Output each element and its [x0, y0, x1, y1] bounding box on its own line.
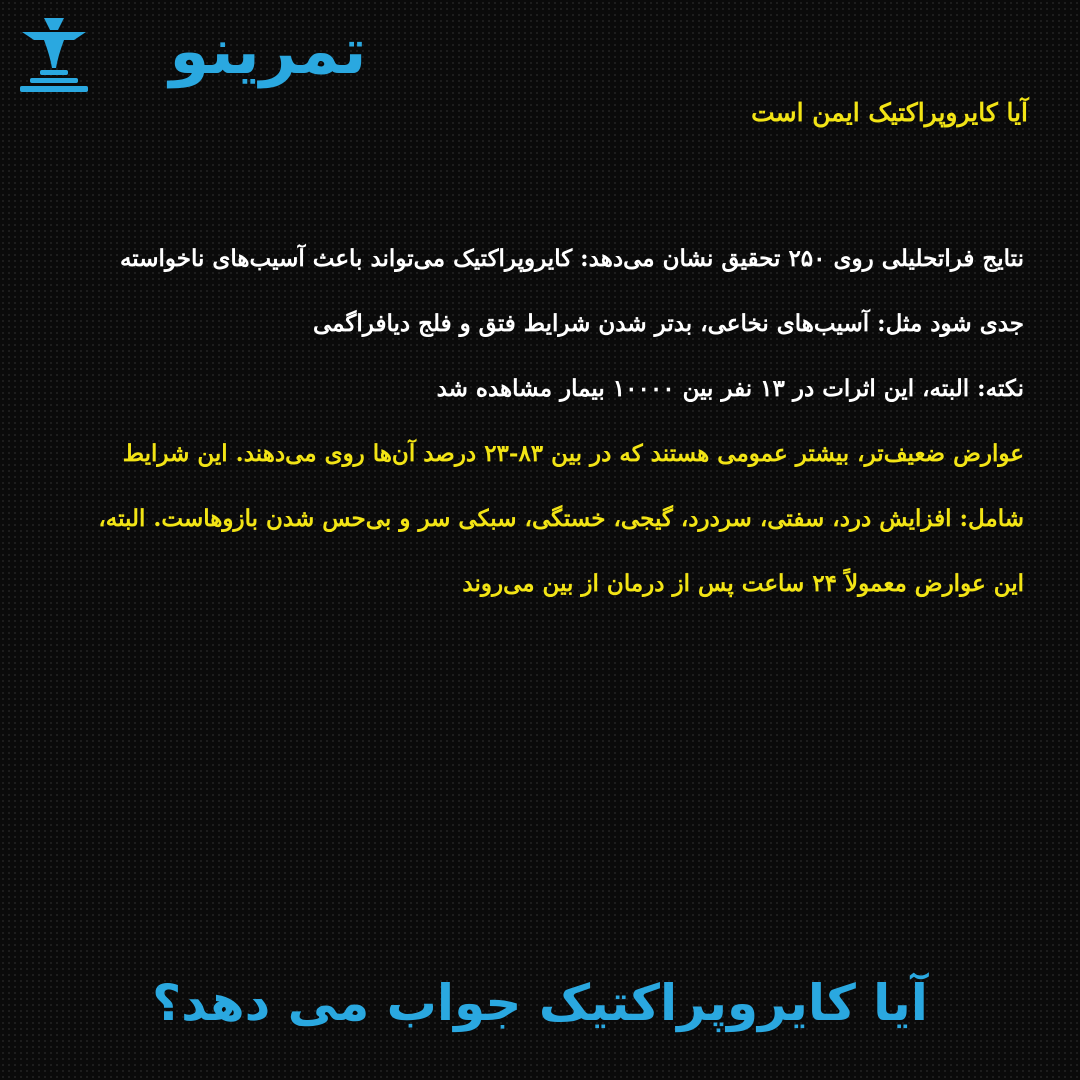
bottom-heading: آیا کایروپراکتیک جواب می دهد؟ [152, 974, 928, 1032]
goblet-trophy-icon [14, 10, 94, 100]
brand-logo [14, 10, 444, 100]
paragraph-side-effects: عوارض ضعیف‌تر، بیشتر عمومی هستند که در بین ۸۳-۲۳ درصد آن‌ها روی می‌دهند. این شرایط شامل: افزایش درد، سفتی، سردرد، گیجی، خستگی، سبکی سر و بی‌حس شدن بازوهاست. البته، این عوارض معمولاً ۲۴ ساعت پس از درمان از بین می‌روند [98, 440, 1024, 597]
risks-text: نتایج فراتحلیلی روی ۲۵۰ تحقیق نشان می‌دهد: کایروپراکتیک می‌تواند باعث آسیب‌های ناخواسته جدی شود مثل: آسیب‌های نخاعی، بدتر شدن شرایط فتق و فلج دیافراگمی [119, 245, 1024, 337]
page-subtitle: آیا کایروپراکتیک ایمن است [751, 98, 1028, 127]
brand-name: تمرینو [169, 15, 367, 89]
note-text: نکته: البته، این اثرات در ۱۳ نفر بین ۱۰۰۰۰ بیمار مشاهده شد [436, 375, 1024, 402]
paragraph-risks [84, 226, 1024, 421]
